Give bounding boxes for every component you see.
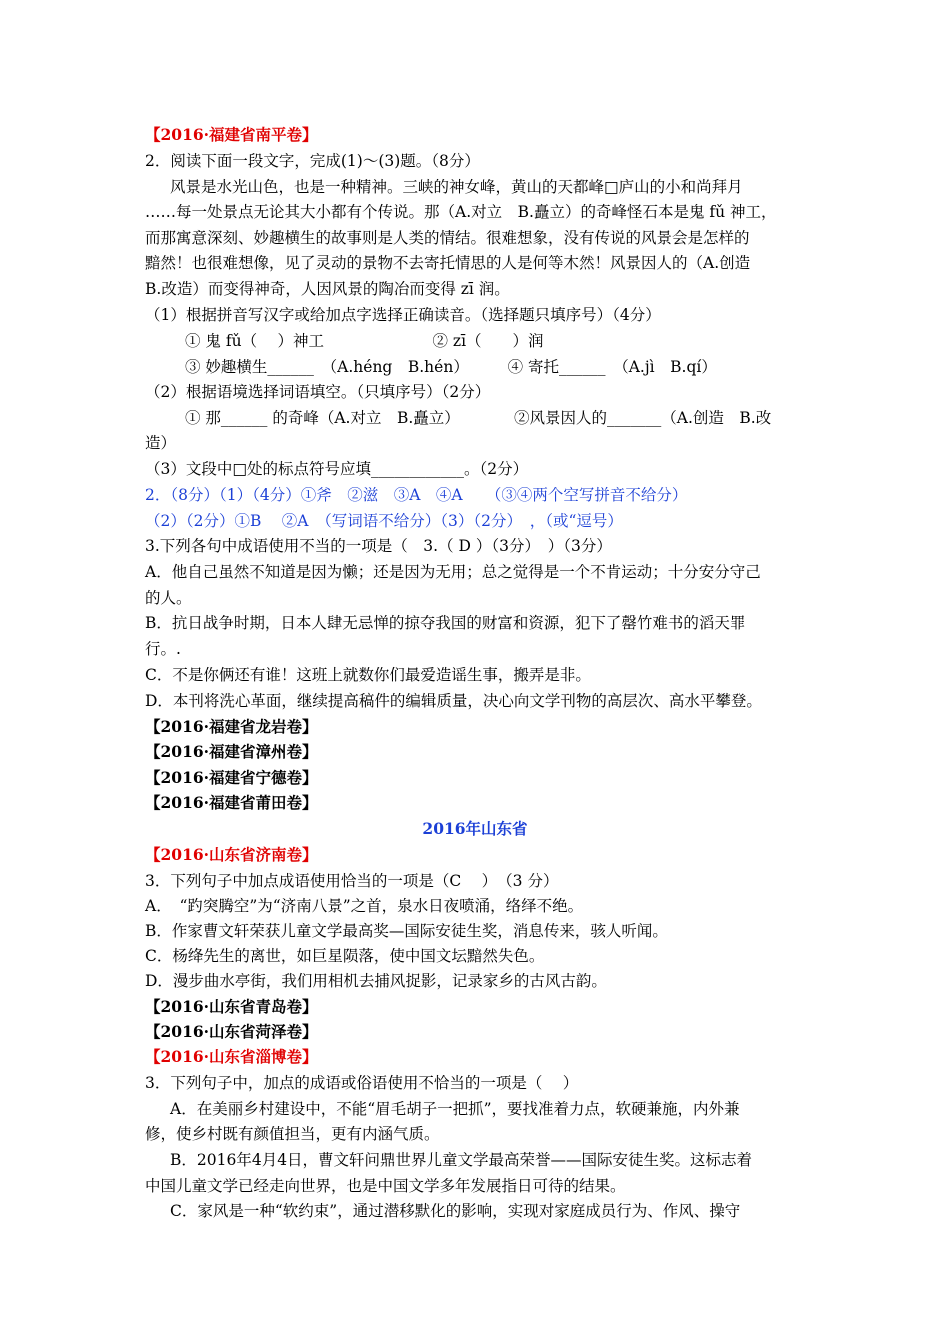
text-line: D．本刊将洗心革面，继续提高稿件的编辑质量，决心向文学刊物的高层次、高水平攀登。	[145, 692, 762, 710]
text-line: C．不是你俩还有谁！这班上就数你们最爱造谣生事，搬弄是非。	[145, 666, 591, 684]
text-line: ③ 妙趣横生______ （A.héng B.hén） ④ 寄托______ （A.jì B.qí）	[185, 358, 717, 376]
text-line: B．抗日战争时期，日本人肆无忌惮的掠夺我国的财富和资源，犯下了罄竹难书的滔天罪	[145, 614, 746, 632]
text-line: 的人。	[145, 589, 192, 607]
text-line: 修，使乡村既有颜值担当，更有内涵气质。	[145, 1125, 440, 1143]
text-line: （1）根据拼音写汉字或给加点字选择正确读音。（选择题只填序号）（4分）	[145, 306, 661, 324]
section-heading: 【2016·福建省漳州卷】	[145, 742, 318, 761]
text-line: ① 那______ 的奇峰（A.对立 B.矗立） ②风景因人的_______（A.创造 B.改	[185, 409, 772, 427]
text-line: B.改造）而变得神奇，人因风景的陶冶而变得 zī 润。	[145, 280, 510, 298]
section-heading: 【2016·福建省南平卷】	[145, 125, 318, 144]
text-line: 行。.	[145, 640, 181, 658]
text-line: B．2016年4月4日，曹文轩问鼎世界儿童文学最高荣誉——国际安徒生奖。这标志着	[170, 1151, 753, 1169]
section-heading: 【2016·山东省菏泽卷】	[145, 1022, 318, 1041]
section-heading: 【2016·山东省济南卷】	[145, 845, 318, 864]
text-line: C．家风是一种“软约束”，通过潜移默化的影响，实现对家庭成员行为、作风、操守	[170, 1202, 741, 1220]
text-line: C．杨绛先生的离世，如巨星陨落，使中国文坛黯然失色。	[145, 947, 545, 965]
text-line: A．在美丽乡村建设中，不能“眉毛胡子一把抓”，要找准着力点，软硬兼施，内外兼	[170, 1100, 740, 1118]
text-line: A． “趵突腾空”为“济南八景”之首，泉水日夜喷涌，络绎不绝。	[145, 897, 584, 915]
text-line: A．他自己虽然不知道是因为懒；还是因为无用；总之觉得是一个不肯运动；十分安分守己	[145, 563, 761, 581]
text-line: （3）文段中□处的标点符号应填____________。（2分）	[145, 460, 529, 478]
text-line: 2．阅读下面一段文字，完成(1)～(3)题。（8分）	[145, 152, 480, 170]
text-line: B．作家曹文轩荣获儿童文学最高奖—国际安徒生奖，消息传来，骇人听闻。	[145, 922, 668, 940]
page-section-title: 2016年山东省	[422, 819, 528, 838]
section-heading: 【2016·福建省龙岩卷】	[145, 717, 318, 736]
text-line: （2）根据语境选择词语填空。（只填序号）（2分）	[145, 383, 491, 401]
text-line: 2．（8分）（1）（4分）①斧 ②滋 ③A ④A （③④两个空写拼音不给分）	[145, 486, 688, 504]
section-heading: 【2016·福建省宁德卷】	[145, 768, 318, 787]
text-line: 3.下列各句中成语使用不当的一项是（ 3.（ D ）（3分） ）（3分）	[145, 537, 612, 555]
text-line: 中国儿童文学已经走向世界，也是中国文学多年发展指日可待的结果。	[145, 1177, 626, 1195]
section-heading: 【2016·山东省淄博卷】	[145, 1047, 318, 1066]
text-line: ① 鬼 fǔ（ ）神工 ② zī（ ）润	[185, 332, 544, 350]
text-line: D．漫步曲水亭街，我们用相机去捕风捉影，记录家乡的古风古韵。	[145, 972, 607, 990]
text-line: ……每一处景点无论其大小都有个传说。那（A.对立 B.矗立）的奇峰怪石本是鬼 fǔ 神工，	[145, 203, 777, 221]
section-heading: 【2016·山东省青岛卷】	[145, 997, 318, 1016]
text-line: 3．下列句子中，加点的成语或俗语使用不恰当的一项是（ ）	[145, 1074, 579, 1092]
text-line: 黯然！也很难想像，见了灵动的景物不去寄托情思的人是何等木然！风景因人的（A.创造	[145, 254, 751, 272]
text-line: 而那寓意深刻、妙趣横生的故事则是人类的情结。很难想象，没有传说的风景会是怎样的	[145, 229, 750, 247]
text-line: 造）	[145, 434, 177, 452]
text-line: 风景是水光山色，也是一种精神。三峡的神女峰，黄山的天都峰□庐山的小和尚拜月	[170, 178, 743, 196]
text-line: （2）（2分）①B ②A （写词语不给分）（3）（2分） ，（或“逗号）	[145, 512, 623, 530]
text-line: 3．下列句子中加点成语使用恰当的一项是（C ） （3 分）	[145, 872, 559, 890]
section-heading: 【2016·福建省莆田卷】	[145, 793, 318, 812]
